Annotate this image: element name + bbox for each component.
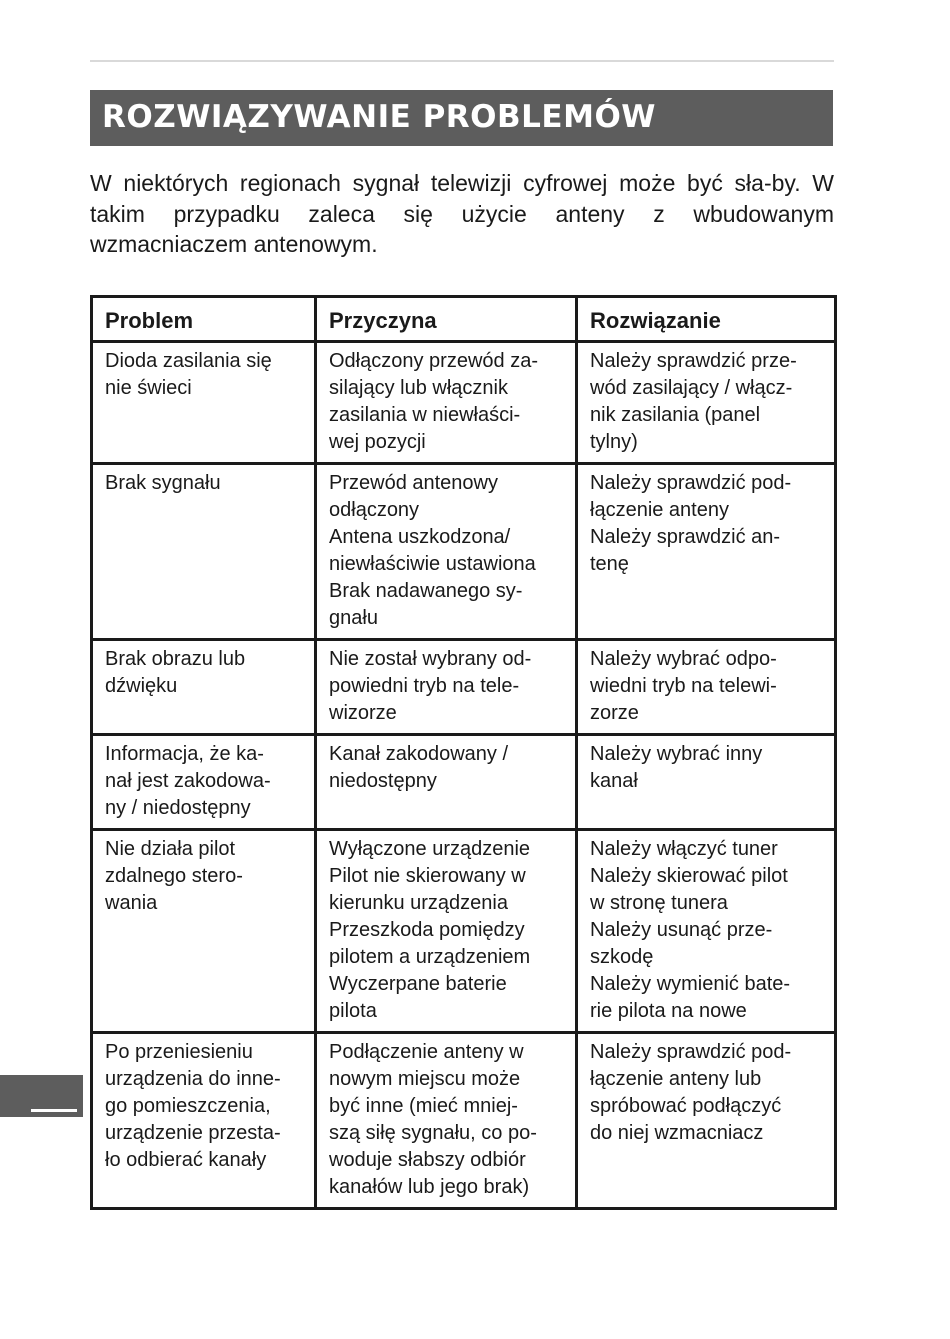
problem-cell <box>92 640 316 735</box>
cell-line: Antena uszkodzona/ <box>329 526 511 548</box>
cell-line: tylny) <box>590 431 638 453</box>
header-problem: Problem <box>92 297 316 342</box>
cell-line: Wyczerpane baterie <box>329 973 507 995</box>
cell-line: Wyłączone urządzenie <box>329 838 531 860</box>
problem-cell <box>92 830 316 1033</box>
cell-line: Informacja, że ka- <box>105 743 264 765</box>
cell-line: Należy wybrać odpo- <box>590 648 777 670</box>
problem-cell <box>92 342 316 464</box>
title-bar <box>90 90 833 146</box>
cell-line: urządzenie przesta- <box>105 1122 281 1144</box>
cell-line: Brak obrazu lub <box>105 648 246 670</box>
cell-line: Należy włączyć tuner <box>590 838 778 860</box>
cell-line: nie świeci <box>105 377 192 399</box>
cell-line: Kanał zakodowany / <box>329 743 509 765</box>
cell-line: nał jest zakodowa- <box>105 770 271 792</box>
intro-paragraph: W niektórych regionach sygnał telewizji cyfrowej może być sła-by. W takim przypadku zaleca się użycie anteny z wbudowanym wzmacniaczem antenowym. <box>90 170 834 257</box>
cell-line: szkodę <box>590 946 654 968</box>
cell-line: Należy sprawdzić pod- <box>590 1041 792 1063</box>
troubleshooting-table <box>90 295 837 1210</box>
cell-line: Po przeniesieniu <box>105 1041 253 1063</box>
cell-line: Dioda zasilania się <box>105 350 272 372</box>
header-cause: Przyczyna <box>316 297 577 342</box>
cell-line: kanał <box>590 770 638 792</box>
cell-line: niewłaściwie ustawiona <box>329 553 536 575</box>
problem-cell <box>92 464 316 640</box>
cell-line: zorze <box>590 702 639 724</box>
solution-cell <box>577 735 836 830</box>
cell-line: ło odbierać kanały <box>105 1149 267 1171</box>
cell-line: zasilania w niewłaści- <box>329 404 521 426</box>
cell-line: Nie działa pilot <box>105 838 236 860</box>
table-row <box>92 640 836 735</box>
table-row <box>92 830 836 1033</box>
cause-cell <box>316 640 577 735</box>
cell-line: wizorze <box>329 702 397 724</box>
cell-line: powiedni tryb na tele- <box>329 675 520 697</box>
cell-line: być inne (mieć mniej- <box>329 1095 518 1117</box>
cell-line: wania <box>105 892 158 914</box>
cell-line: wód zasilający / włącz- <box>590 377 793 399</box>
cell-line: Należy usunąć prze- <box>590 919 773 941</box>
cell-line: Pilot nie skierowany w <box>329 865 526 887</box>
cell-line: wej pozycji <box>329 431 426 453</box>
solution-cell <box>577 464 836 640</box>
cell-line: woduje słabszy odbiór <box>329 1149 526 1171</box>
solution-cell <box>577 342 836 464</box>
cell-line: silający lub włącznik <box>329 377 508 399</box>
cell-line: Należy wymienić bate- <box>590 973 791 995</box>
table-header-row <box>92 297 836 342</box>
cell-line: nowym miejscu może <box>329 1068 521 1090</box>
cell-line: wiedni tryb na telewi- <box>590 675 777 697</box>
cell-line: Należy sprawdzić an- <box>590 526 781 548</box>
cause-cell <box>316 735 577 830</box>
solution-cell <box>577 1033 836 1209</box>
solution-cell <box>577 640 836 735</box>
cell-line: rie pilota na nowe <box>590 1000 747 1022</box>
cell-line: kanałów lub jego brak) <box>329 1176 530 1198</box>
cell-line: Odłączony przewód za- <box>329 350 538 372</box>
cell-line: Przewód antenowy <box>329 472 498 494</box>
cell-line: do niej wzmacniacz <box>590 1122 764 1144</box>
page-title: ROZWIĄZYWANIE PROBLEMÓW <box>102 99 656 135</box>
section-tab <box>0 1075 83 1117</box>
cell-line: szą siłę sygnału, co po- <box>329 1122 537 1144</box>
cause-cell <box>316 1033 577 1209</box>
top-rule <box>90 60 834 62</box>
cell-line: Nie został wybrany od- <box>329 648 532 670</box>
table-body <box>92 342 836 1209</box>
cell-line: ny / niedostępny <box>105 797 251 819</box>
cell-line: zdalnego stero- <box>105 865 243 887</box>
cell-line: pilota <box>329 1000 377 1022</box>
cell-line: Przeszkoda pomiędzy <box>329 919 525 941</box>
cell-line: Należy wybrać inny <box>590 743 763 765</box>
cell-line: Podłączenie anteny w <box>329 1041 524 1063</box>
cell-line: Należy sprawdzić prze- <box>590 350 797 372</box>
cell-line: gnału <box>329 607 378 629</box>
cell-line: Należy skierować pilot <box>590 865 788 887</box>
cell-line: łączenie anteny lub <box>590 1068 762 1090</box>
cell-line: w stronę tunera <box>590 892 728 914</box>
cell-line: kierunku urządzenia <box>329 892 508 914</box>
cell-line: tenę <box>590 553 629 575</box>
solution-cell <box>577 830 836 1033</box>
table-row <box>92 464 836 640</box>
cell-line: spróbować podłączyć <box>590 1095 782 1117</box>
cell-line: go pomieszczenia, <box>105 1095 271 1117</box>
cause-cell <box>316 464 577 640</box>
table-row <box>92 735 836 830</box>
cell-line: niedostępny <box>329 770 437 792</box>
cell-line: Brak nadawanego sy- <box>329 580 523 602</box>
cell-line: Należy sprawdzić pod- <box>590 472 792 494</box>
header-solution: Rozwiązanie <box>577 297 836 342</box>
table-row <box>92 1033 836 1209</box>
cause-cell <box>316 342 577 464</box>
cause-cell <box>316 830 577 1033</box>
table-row <box>92 342 836 464</box>
problem-cell <box>92 735 316 830</box>
cell-line: pilotem a urządzeniem <box>329 946 531 968</box>
cell-line: nik zasilania (panel <box>590 404 761 426</box>
section-tab-marker <box>31 1109 77 1112</box>
cell-line: Brak sygnału <box>105 472 221 494</box>
problem-cell <box>92 1033 316 1209</box>
cell-line: odłączony <box>329 499 420 521</box>
cell-line: łączenie anteny <box>590 499 729 521</box>
cell-line: dźwięku <box>105 675 178 697</box>
cell-line: urządzenia do inne- <box>105 1068 281 1090</box>
